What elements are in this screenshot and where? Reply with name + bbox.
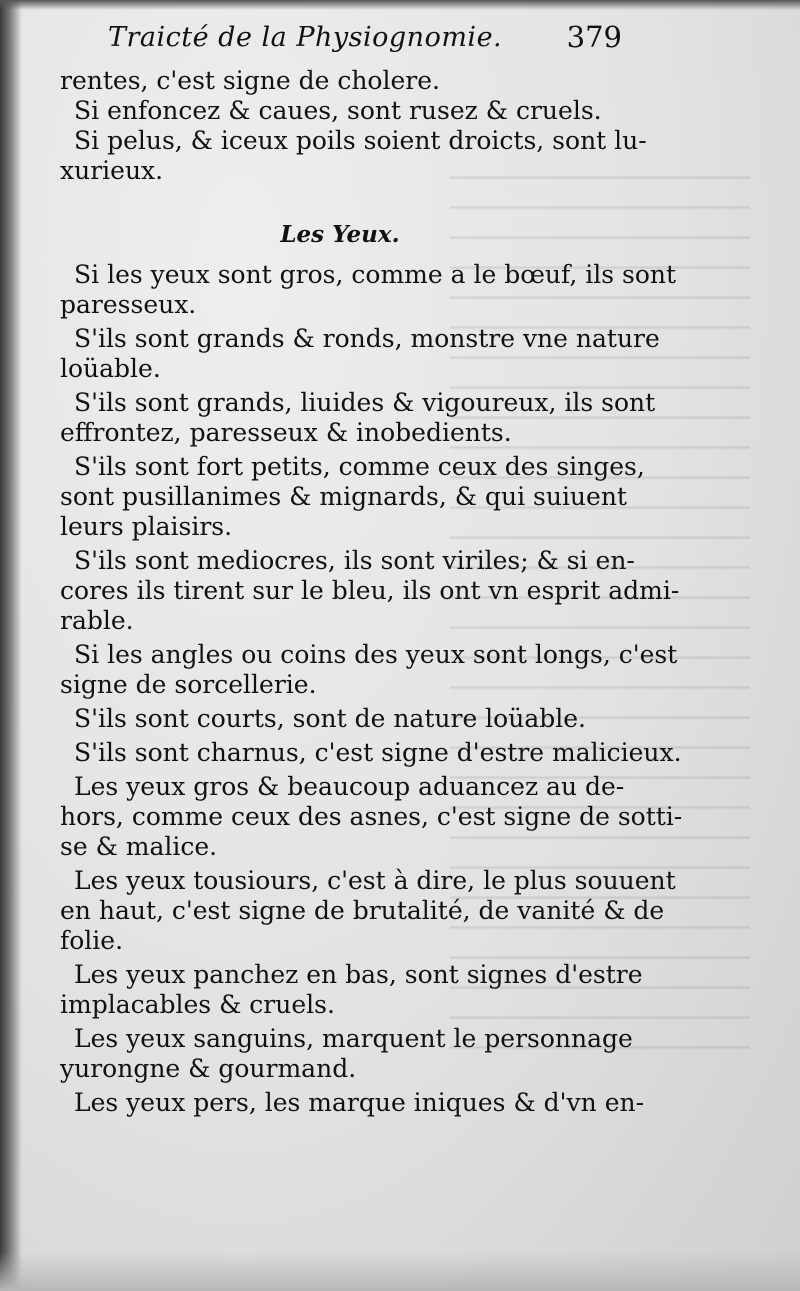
text-line: Les yeux sanguins, marquent le personnage — [74, 1024, 633, 1053]
page-header — [108, 16, 628, 60]
text-line: S'ils sont mediocres, ils sont viriles; & si en- — [74, 546, 635, 575]
text-line: effrontez, paresseux & inobedients. — [60, 418, 512, 447]
text-line: signe de sorcellerie. — [60, 670, 317, 699]
text-line: hors, comme ceux des asnes, c'est signe de sotti- — [60, 802, 683, 831]
paragraph — [60, 866, 676, 956]
text-line: Si pelus, & iceux poils soient droicts, sont lu- — [74, 126, 647, 155]
paragraph — [60, 704, 620, 734]
text-line: implacables & cruels. — [60, 990, 335, 1019]
text-line: cores ils tirent sur le bleu, ils ont vn esprit admi- — [60, 576, 680, 605]
paragraph — [60, 772, 683, 862]
running-title: Traicté de la Physiognomie. — [108, 22, 503, 53]
page-number: 379 — [566, 20, 622, 54]
text-line: rentes, c'est signe de cholere. — [60, 66, 440, 95]
paragraph-continuation — [60, 66, 647, 186]
text-line: S'ils sont grands & ronds, monstre vne nature — [74, 324, 660, 353]
text-line: loüable. — [60, 354, 161, 383]
paragraph — [60, 1024, 633, 1084]
text-line: en haut, c'est signe de brutalité, de vanité & de — [60, 896, 665, 925]
text-line: xurieux. — [60, 156, 164, 185]
text-line: S'ils sont courts, sont de nature loüable. — [74, 704, 586, 733]
text-line: S'ils sont grands, liuides & vigoureux, ils sont — [74, 388, 656, 417]
paragraph — [60, 960, 643, 1020]
text-line: Les yeux tousiours, c'est à dire, le plus souuent — [74, 866, 676, 895]
paragraph — [60, 738, 682, 768]
paragraph — [60, 388, 656, 448]
text-line: Si enfoncez & caues, sont rusez & cruels. — [74, 96, 602, 125]
binding-shadow — [0, 0, 22, 1291]
paragraph — [60, 260, 677, 320]
body-text — [60, 66, 683, 1118]
paragraph — [60, 1088, 645, 1118]
text-line: Si les yeux sont gros, comme a le bœuf, ils sont — [74, 260, 677, 289]
paragraph-list — [60, 260, 683, 1118]
section-heading: Les Yeux. — [280, 221, 400, 248]
text-line: S'ils sont charnus, c'est signe d'estre malicieux. — [74, 738, 682, 767]
paragraph — [60, 546, 680, 636]
text-line: folie. — [60, 926, 124, 955]
paragraph — [60, 324, 660, 384]
text-line: Les yeux pers, les marque iniques & d'vn en- — [74, 1088, 645, 1117]
text-line: se & malice. — [60, 832, 218, 861]
page-top-edge — [0, 0, 800, 10]
text-line: rable. — [60, 606, 134, 635]
text-line: Les yeux panchez en bas, sont signes d'estre — [74, 960, 643, 989]
text-line: paresseux. — [60, 290, 197, 319]
text-line: Si les angles ou coins des yeux sont longs, c'est — [74, 640, 678, 669]
paragraph — [60, 640, 678, 700]
text-line: leurs plaisirs. — [60, 512, 233, 541]
text-line: yurongne & gourmand. — [60, 1054, 357, 1083]
page-bottom-shade — [0, 1251, 800, 1291]
paragraph — [60, 452, 645, 542]
text-line: Les yeux gros & beaucoup aduancez au de- — [74, 772, 625, 801]
text-line: sont pusillanimes & mignards, & qui suiuent — [60, 482, 627, 511]
text-line: S'ils sont fort petits, comme ceux des singes, — [74, 452, 645, 481]
